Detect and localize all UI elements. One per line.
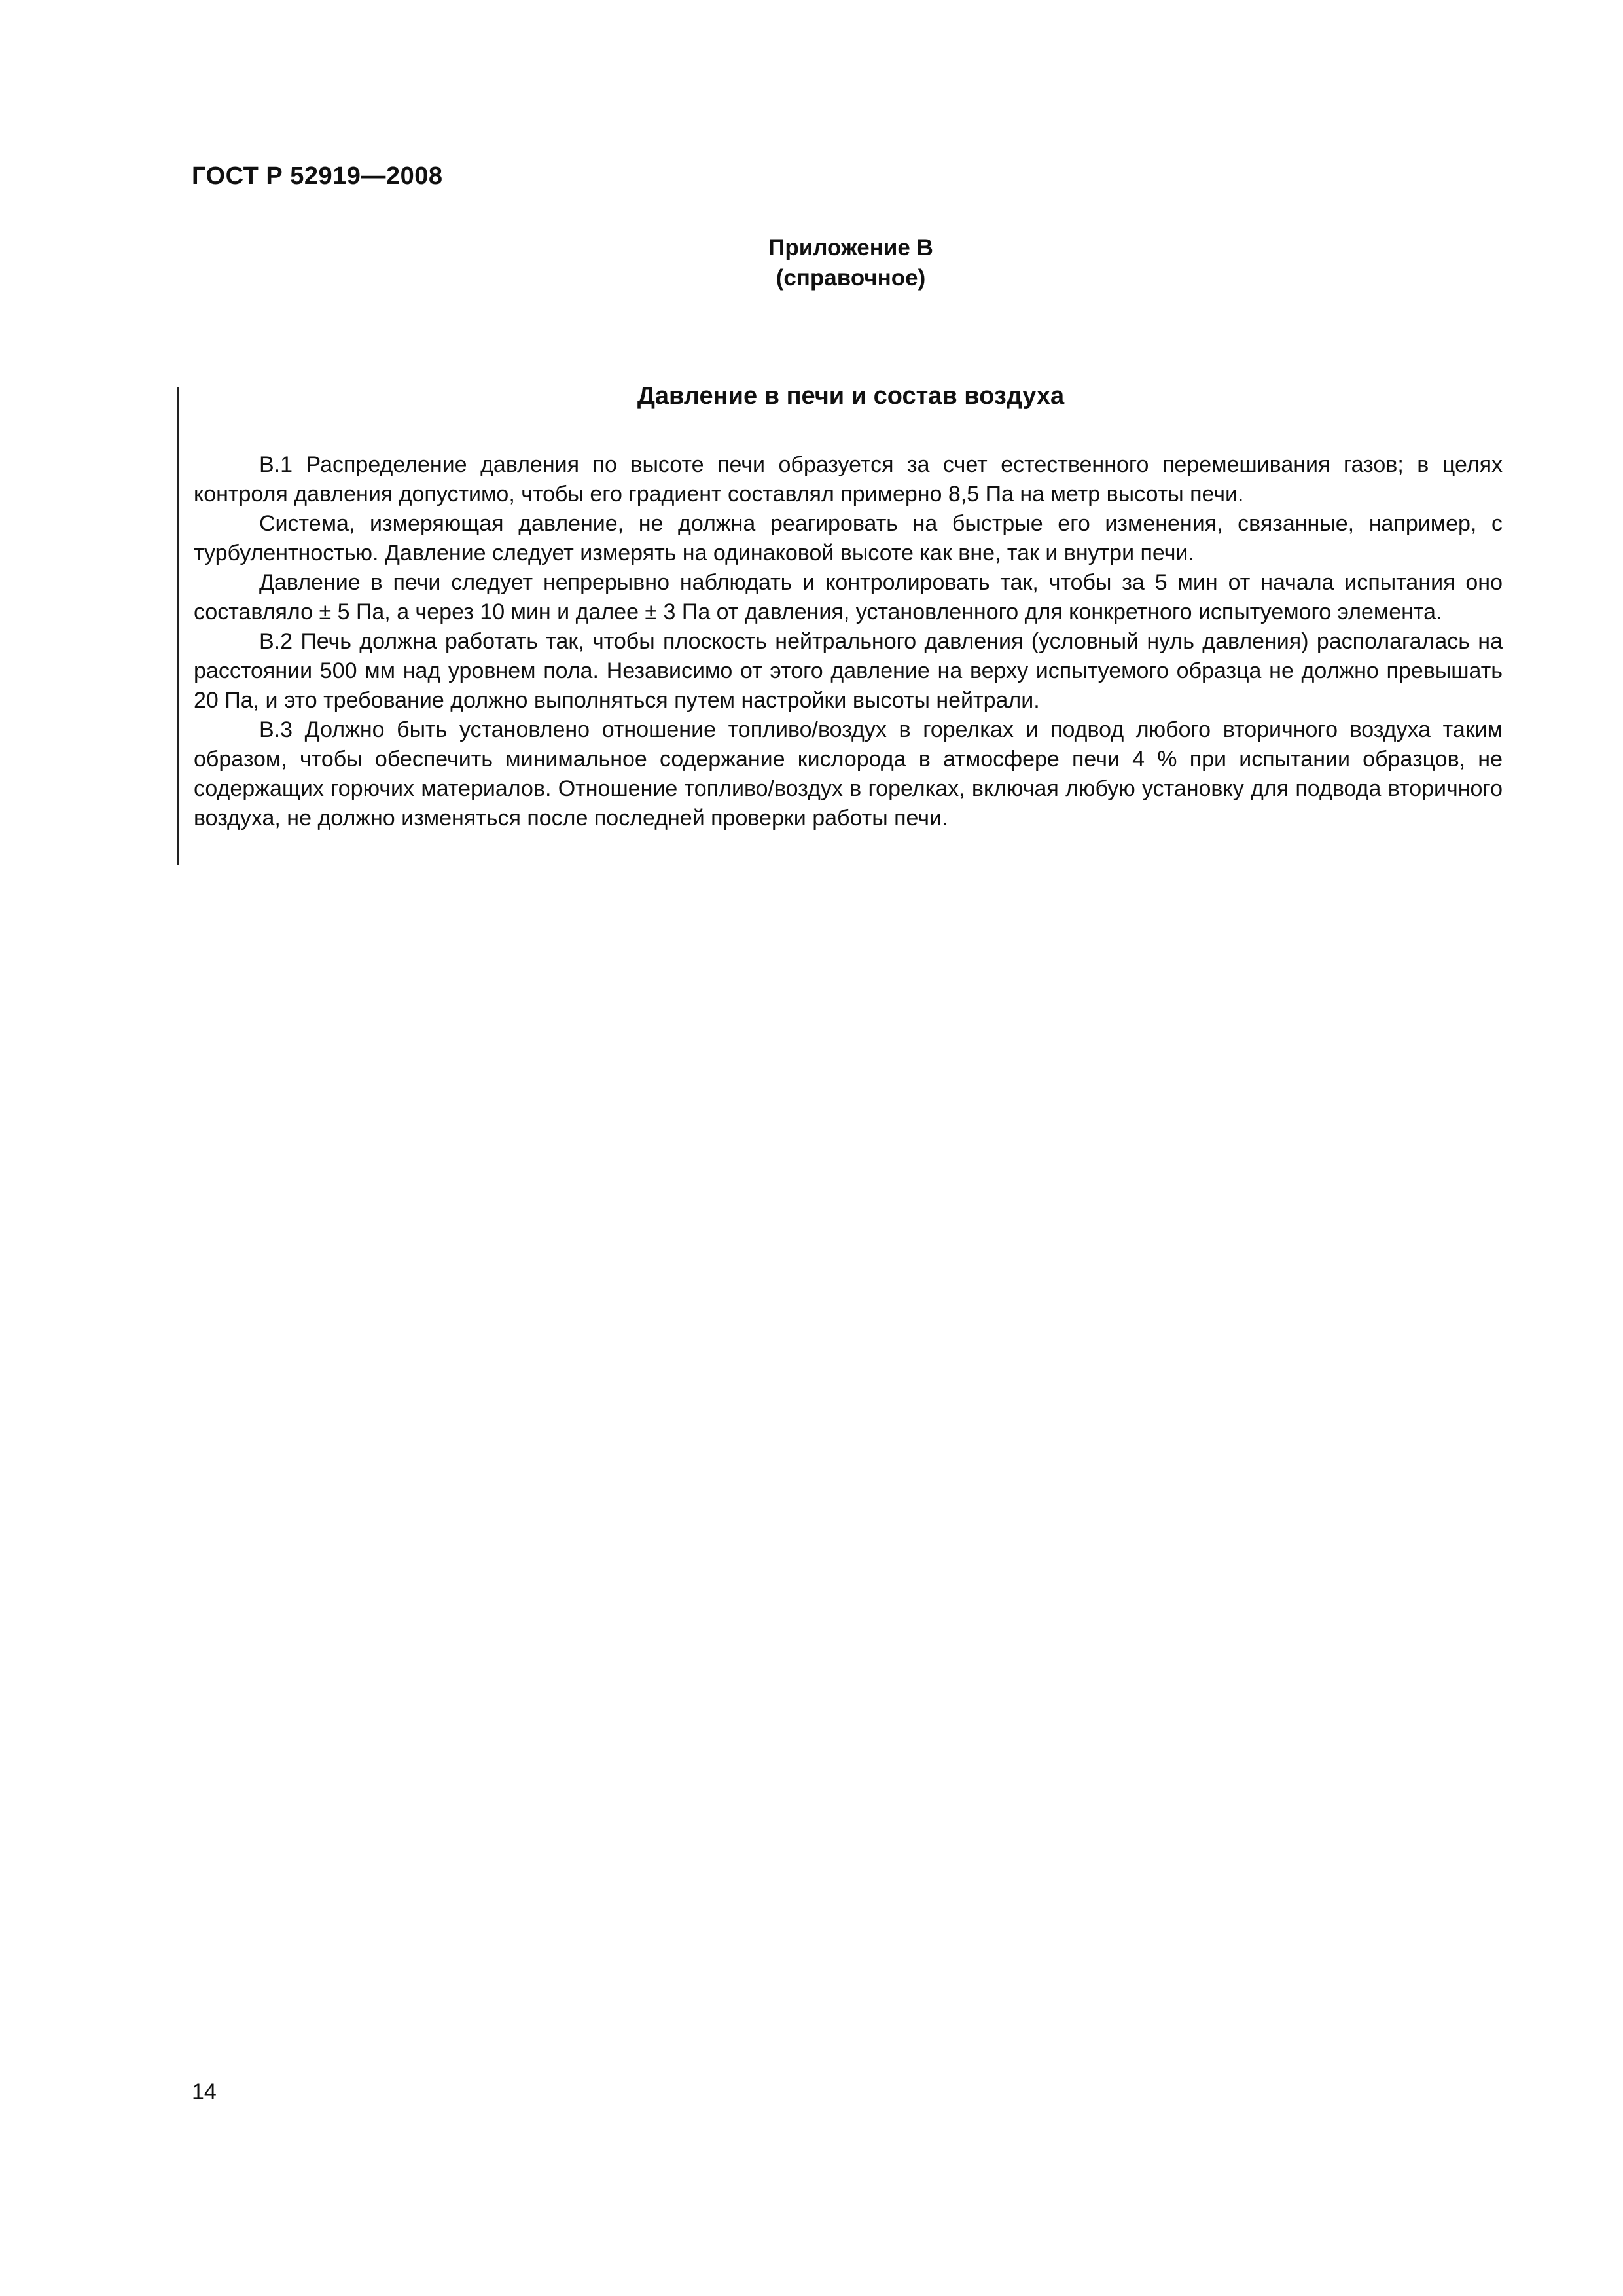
annex-heading	[0, 233, 1623, 293]
change-bar	[177, 387, 179, 865]
page-number: 14	[192, 2079, 217, 2104]
annex-title: Приложение В	[768, 235, 933, 260]
annex-status: (справочное)	[776, 265, 926, 291]
paragraph-pressure-monitoring: Давление в печи следует непрерывно наблюдать и контролировать так, чтобы за 5 мин от начала испытания оно составляло ± 5 Па, а через 10 мин и далее ± 3 Па от давления, установленного для конкретного испытуемого элемента.	[194, 570, 1503, 624]
paragraph-b1-pressure-distribution: В.1 Распределение давления по высоте печи образуется за счет естественного перемешивания газов; в целях контроля давления допустимо, чтобы его градиент составлял примерно 8,5 Па на метр высоты печи.	[194, 452, 1503, 507]
paragraph-b2-neutral-pressure: В.2 Печь должна работать так, чтобы плоскость нейтрального давления (условный нуль давления) располагалась на расстоянии 500 мм над уровнем пола. Независимо от этого давление на верху испытуемого образца не должно превышать 20 Па, и это требование должно выполняться путем настройки высоты нейтрали.	[194, 629, 1503, 713]
paragraph-measuring-system: Система, измеряющая давление, не должна реагировать на быстрые его изменения, связанные, например, с турбулентностью. Давление следует измерять на одинаковой высоте как вне, так и внутри печи.	[194, 511, 1503, 565]
annex-body	[194, 450, 1503, 833]
standard-code: ГОСТ Р 52919—2008	[192, 162, 443, 190]
paragraph-b3-fuel-air-ratio: В.3 Должно быть установлено отношение топливо/воздух в горелках и подвод любого вторичного воздуха таким образом, чтобы обеспечить минимальное содержание кислорода в атмосфере печи 4 % при испытании образцов, не содержащих горючих материалов. Отношение топливо/воздух в горелках, включая любую установку для подвода вторичного воздуха, не должно изменяться после последней проверки работы печи.	[194, 717, 1503, 831]
section-title: Давление в печи и состав воздуха	[637, 382, 1065, 410]
